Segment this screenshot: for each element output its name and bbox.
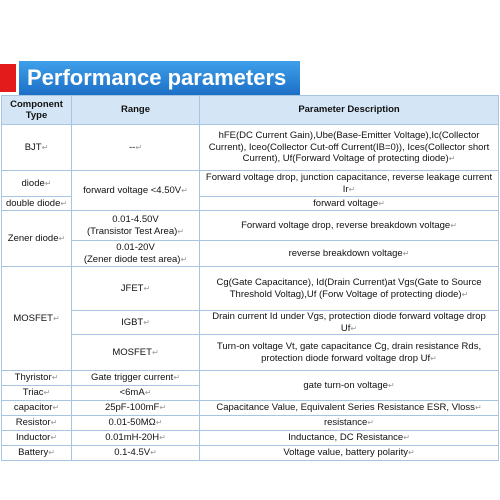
range-cell: JFET↵ [72, 267, 200, 311]
table-row [2, 125, 499, 171]
description-cell: Voltage value, battery polarity↵ [200, 446, 499, 461]
table-row [2, 335, 499, 371]
range-cell: forward voltage <4.50V↵ [72, 171, 200, 211]
range-cell: MOSFET↵ [72, 335, 200, 371]
type-cell: Inductor↵ [2, 431, 72, 446]
description-cell: resistance↵ [200, 416, 499, 431]
table-row [2, 401, 499, 416]
table-row [2, 371, 499, 386]
range-cell: 0.01-4.50V (Transistor Test Area)↵ [72, 211, 200, 241]
table-row [2, 311, 499, 335]
table-header-row [2, 96, 499, 125]
range-cell: 25pF-100mF↵ [72, 401, 200, 416]
description-cell: forward voltage↵ [200, 197, 499, 211]
range-cell: 0.01-50MΩ↵ [72, 416, 200, 431]
table-row [2, 267, 499, 311]
description-cell: Forward voltage drop, reverse breakdown voltage↵ [200, 211, 499, 241]
type-cell: Battery↵ [2, 446, 72, 461]
banner-accent [0, 64, 16, 92]
table-row [2, 446, 499, 461]
range-cell: 0.1-4.5V↵ [72, 446, 200, 461]
table-row [2, 416, 499, 431]
header-description: Parameter Description [200, 96, 499, 125]
table-row [2, 171, 499, 197]
description-cell: Turn-on voltage Vt, gate capacitance Cg, drain resistance Rds, protection diode forward voltage drop Uf↵ [200, 335, 499, 371]
description-cell: Forward voltage drop, junction capacitance, reverse leakage current Ir↵ [200, 171, 499, 197]
section-banner [0, 60, 500, 96]
range-cell: 0.01mH-20H↵ [72, 431, 200, 446]
table-row [2, 431, 499, 446]
type-cell: diode↵ [2, 171, 72, 197]
parameters-table [1, 95, 499, 461]
type-cell: Triac↵ [2, 386, 72, 401]
table-row [2, 241, 499, 267]
type-cell: MOSFET↵ [2, 267, 72, 371]
range-cell: --↵ [72, 125, 200, 171]
description-cell: Drain current Id under Vgs, protection diode forward voltage drop Uf↵ [200, 311, 499, 335]
type-cell: Resistor↵ [2, 416, 72, 431]
description-cell: hFE(DC Current Gain),Ube(Base-Emitter Voltage),Ic(Collector Current), Iceo(Collector Cut-off Current(IB=0)), Ices(Collector short Current), Uf(Forward Voltage of protecting diode)↵ [200, 125, 499, 171]
range-cell: IGBT↵ [72, 311, 200, 335]
type-cell: double diode↵ [2, 197, 72, 211]
description-cell: Capacitance Value, Equivalent Series Resistance ESR, Vloss↵ [200, 401, 499, 416]
header-component-type: Component Type [2, 96, 72, 125]
type-cell: Zener diode↵ [2, 211, 72, 267]
header-range: Range [72, 96, 200, 125]
description-cell: Cg(Gate Capacitance), Id(Drain Current)at Vgs(Gate to Source Threshold Voltag),Uf (Forw Voltage of protecting diode)↵ [200, 267, 499, 311]
range-cell: <6mA↵ [72, 386, 200, 401]
type-cell: BJT↵ [2, 125, 72, 171]
range-cell: Gate trigger current↵ [72, 371, 200, 386]
section-title: Performance parameters [19, 61, 300, 95]
description-cell: gate turn-on voltage↵ [200, 371, 499, 401]
description-cell: reverse breakdown voltage↵ [200, 241, 499, 267]
range-cell: 0.01-20V (Zener diode test area)↵ [72, 241, 200, 267]
type-cell: capacitor↵ [2, 401, 72, 416]
table-row [2, 211, 499, 241]
description-cell: Inductance, DC Resistance↵ [200, 431, 499, 446]
type-cell: Thyristor↵ [2, 371, 72, 386]
